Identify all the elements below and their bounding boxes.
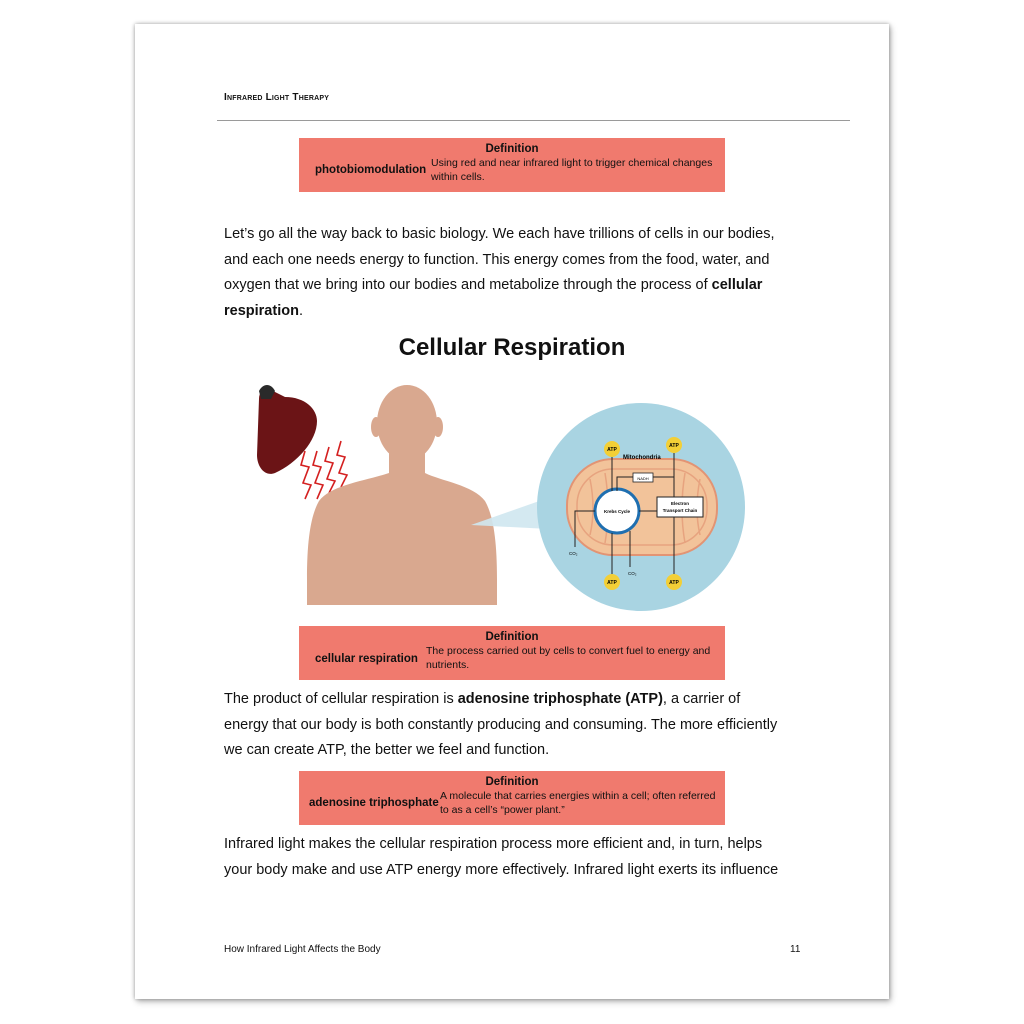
paragraph-text: .	[298, 302, 303, 319]
paragraph-line: energy that our body is both constantly producing and consuming. The more efficiently	[224, 716, 778, 733]
paragraph-line: we can create ATP, the better we feel and function.	[224, 742, 550, 758]
infrared-lamp-icon	[257, 385, 317, 474]
nadh-label: NADH	[637, 476, 649, 481]
paragraph-line: your body make and use ATP energy more effectively. Infrared light exerts its influence	[224, 861, 779, 878]
definition-text	[431, 157, 721, 184]
paragraph-line: and each one needs energy to function. This energy comes from the food, water, and	[224, 251, 770, 268]
etc-label-line: Electron	[670, 501, 690, 506]
figure-title: Cellular Respiration	[398, 334, 626, 361]
human-silhouette-icon	[307, 385, 497, 605]
definition-text	[440, 790, 730, 817]
definition-box-adenosine-triphosphate	[299, 771, 725, 825]
paragraph-text: oxygen that we bring into our bodies and metabolize through the process of	[224, 277, 712, 293]
paragraph-infrared	[224, 832, 814, 883]
definition-term: cellular respiration	[315, 653, 418, 665]
bold-term: cellular	[711, 277, 763, 293]
paragraph-text: The product of cellular respiration is	[224, 691, 458, 707]
paragraph-atp	[224, 687, 814, 764]
co2-label: CO₂	[569, 551, 578, 556]
paragraph-line: Infrared light makes the cellular respiration process more efficient and, in turn, helps	[224, 836, 763, 852]
bold-term: respiration	[224, 302, 299, 319]
mitochondria-diagram	[537, 403, 745, 611]
cellular-respiration-illustration	[245, 369, 765, 614]
definition-term: adenosine triphosphate	[309, 797, 439, 809]
co2-label: CO₂	[628, 571, 637, 576]
atp-label: ATP	[607, 447, 617, 453]
mitochondria-label: Mitochondria	[623, 455, 661, 461]
definition-box-photobiomodulation	[299, 138, 725, 192]
document-page	[135, 24, 889, 999]
atp-label: ATP	[669, 443, 679, 449]
paragraph-line	[224, 299, 814, 325]
header-rule	[217, 120, 850, 121]
paragraph-text: , a carrier of	[662, 691, 741, 707]
atp-label: ATP	[607, 580, 617, 586]
definition-term: photobiomodulation	[315, 164, 427, 176]
paragraph-line	[224, 687, 814, 713]
definition-text-line: nutrients.	[426, 658, 470, 671]
etc-label-line: Transport Chain	[662, 508, 698, 513]
definition-text	[426, 645, 716, 672]
bold-term: adenosine triphosphate (ATP)	[457, 691, 663, 707]
definition-text-line: The process carried out by cells to convert fuel to energy and	[426, 645, 711, 657]
definition-heading: Definition	[485, 631, 539, 643]
definition-box-cellular-respiration	[299, 626, 725, 680]
atp-label: ATP	[669, 580, 679, 586]
definition-heading: Definition	[485, 776, 539, 788]
definition-text-line: Using red and near infrared light to trigger chemical changes	[431, 157, 713, 169]
paragraph-line: Let’s go all the way back to basic biology. We each have trillions of cells in our bodies,	[224, 226, 775, 242]
definition-text-line: A molecule that carries energies within a cell; often referred	[440, 790, 716, 802]
definition-text-line: within cells.	[431, 170, 485, 183]
definition-text-line: to as a cell’s “power plant.”	[440, 803, 565, 816]
running-header: Infrared Light Therapy	[224, 92, 330, 103]
definition-heading: Definition	[485, 143, 539, 155]
paragraph-intro	[224, 222, 814, 324]
paragraph-line	[224, 273, 814, 299]
footer-chapter-title: How Infrared Light Affects the Body	[224, 944, 381, 955]
krebs-cycle-label: Krebs Cycle	[603, 509, 631, 514]
page-number: 11	[790, 944, 801, 955]
